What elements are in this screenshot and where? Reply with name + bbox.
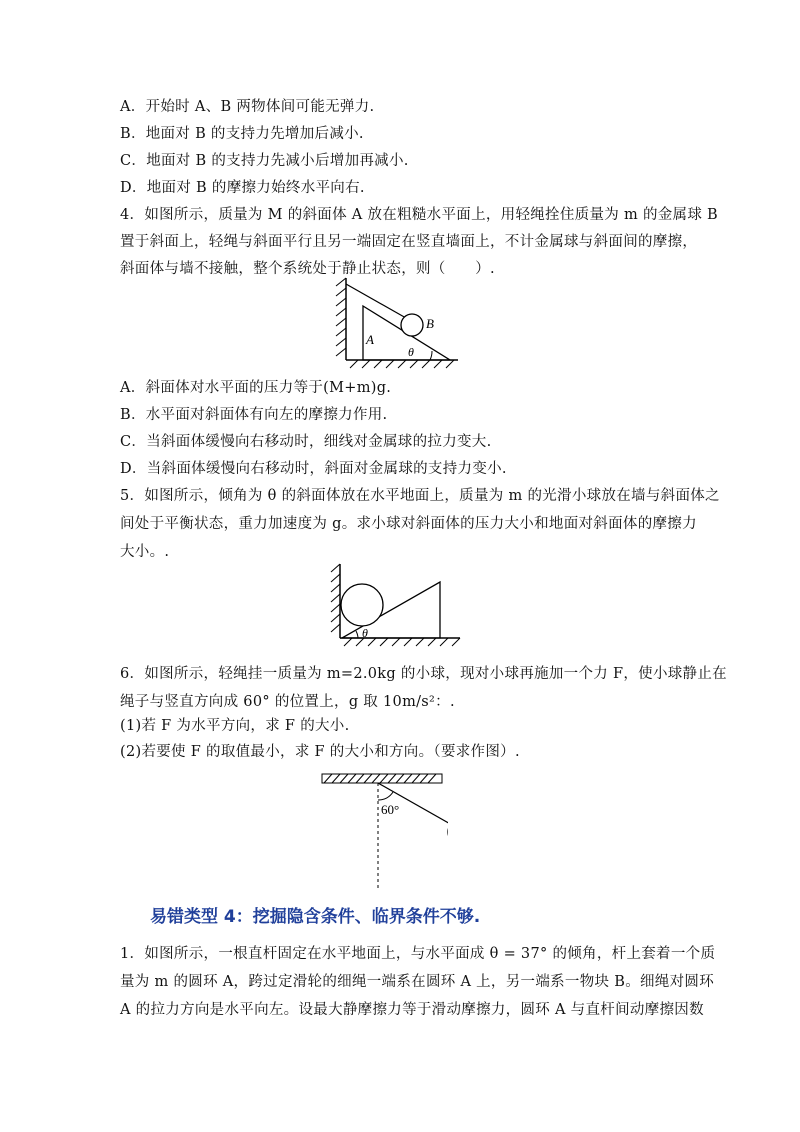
q4-label-b: B bbox=[426, 316, 434, 331]
s4-q1-line-2: 量为 m 的圆环 A，跨过定滑轮的细绳一端系在圆环 A 上，另一端系一物块 B。细绳对圆环 bbox=[120, 974, 714, 990]
q4-label-a: A bbox=[366, 332, 374, 347]
q5-figure-ball-between-wall-incline bbox=[328, 560, 468, 650]
q4-option-d: D．当斜面体缓慢向右移动时，斜面对金属球的支持力变小. bbox=[120, 461, 507, 477]
q3-option-d: D．地面对 B 的摩擦力始终水平向右. bbox=[120, 180, 365, 196]
q6-stem-line-1: 6．如图所示，轻绳挂一质量为 m=2.0kg 的小球，现对小球再施加一个力 F，使小球静止在 bbox=[120, 666, 727, 682]
q5-stem-line-1: 5．如图所示，倾角为 θ 的斜面体放在水平地面上，质量为 m 的光滑小球放在墙与斜面体之 bbox=[120, 488, 720, 504]
q3-option-c: C．地面对 B 的支持力先减小后增加再减小. bbox=[120, 153, 409, 169]
q6-figure-pendulum bbox=[318, 770, 448, 892]
q4-stem-line-2: 置于斜面上，轻绳与斜面平行且另一端固定在竖直墙面上，不计金属球与斜面间的摩擦， bbox=[120, 234, 698, 250]
q4-stem-line-1: 4．如图所示，质量为 M 的斜面体 A 放在粗糙水平面上，用轻绳拴住质量为 m 的金属球 B bbox=[120, 207, 719, 223]
q4-option-c: C．当斜面体缓慢向右移动时，细线对金属球的拉力变大. bbox=[120, 434, 492, 450]
q6-part-2: (2)若要使 F 的取值最小，求 F 的大小和方向。（要求作图）. bbox=[120, 744, 520, 760]
q3-option-b: B．地面对 B 的支持力先增加后减小. bbox=[120, 126, 364, 142]
q4-option-b: B．水平面对斜面体有向左的摩擦力作用. bbox=[120, 407, 388, 423]
q5-stem-line-2: 间处于平衡状态，重力加速度为 g。求小球对斜面体的压力大小和地面对斜面体的摩擦力 bbox=[120, 516, 697, 532]
q6-stem-line-2: 绳子与竖直方向成 60° 的位置上，g 取 10m/s²：. bbox=[120, 694, 455, 710]
q3-option-a: A．开始时 A、B 两物体间可能无弹力. bbox=[120, 99, 375, 115]
q4-option-a: A．斜面体对水平面的压力等于(M+m)g. bbox=[120, 380, 392, 396]
q6-part-1: (1)若 F 为水平方向，求 F 的大小. bbox=[120, 718, 350, 734]
s4-q1-line-1: 1．如图所示，一根直杆固定在水平地面上，与水平面成 θ = 37° 的倾角，杆上套着一个质 bbox=[120, 946, 716, 962]
q5-stem-line-3: 大小。. bbox=[120, 544, 170, 560]
q4-figure-incline-ball-wall bbox=[330, 274, 470, 374]
q6-label-angle: 60° bbox=[381, 802, 400, 817]
s4-q1-line-3: A 的拉力方向是水平向左。设最大静摩擦力等于滑动摩擦力，圆环 A 与直杆间动摩擦因数 bbox=[120, 1002, 704, 1018]
q4-stem-line-3: 斜面体与墙不接触，整个系统处于静止状态，则（ ）. bbox=[120, 261, 495, 277]
q5-label-theta: θ bbox=[362, 626, 368, 640]
section-heading: 易错类型 4：挖掘隐含条件、临界条件不够. bbox=[150, 907, 481, 927]
q4-label-theta: θ bbox=[408, 345, 414, 359]
